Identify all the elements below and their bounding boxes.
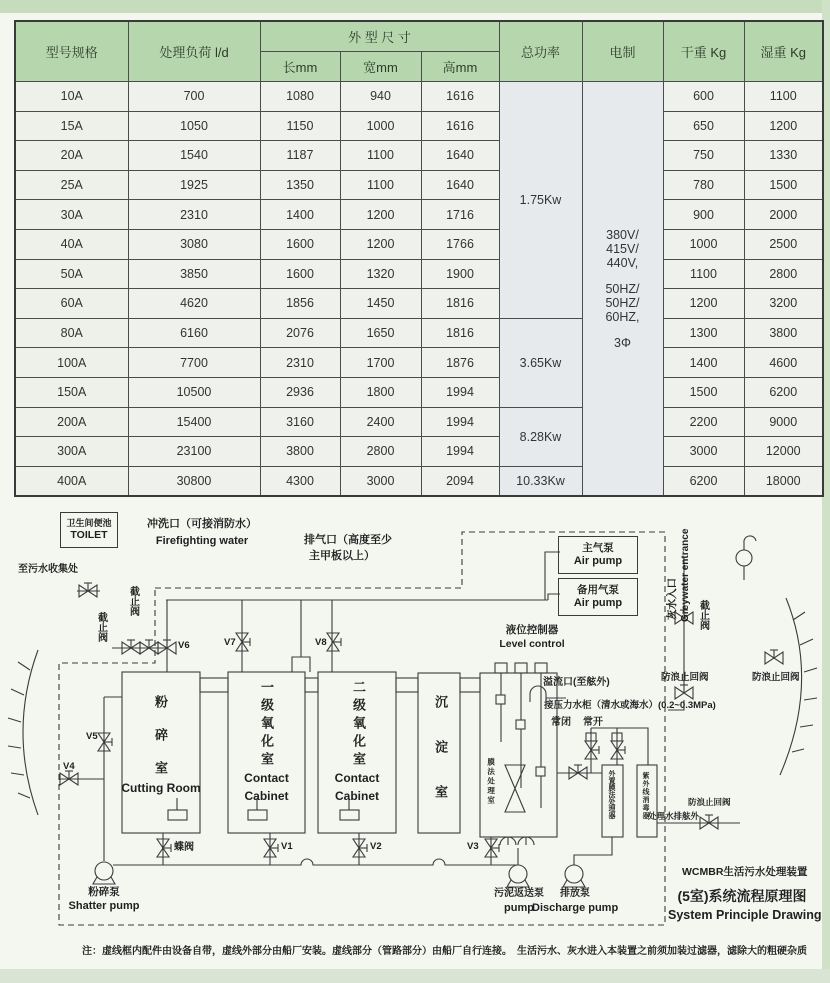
cell-model: 100A (15, 348, 128, 378)
cell-wet-weight: 18000 (744, 466, 823, 496)
cell-wet-weight: 3200 (744, 289, 823, 319)
valve-v8 (327, 633, 341, 651)
spec-row-25A (15, 170, 823, 200)
col-header-length: 长mm (260, 52, 340, 82)
tank5-name-cn: 膜法处理室 (486, 758, 496, 806)
cell-length: 3160 (260, 407, 340, 437)
cell-model: 40A (15, 229, 128, 259)
cell-power: 8.28Kw (499, 407, 582, 466)
level-control-label-cn: 液位控制器 (505, 624, 559, 636)
gooseneck-vent-icon (736, 536, 756, 566)
valve-v3 (485, 839, 499, 857)
cell-model: 200A (15, 407, 128, 437)
cell-dry-weight: 780 (663, 170, 744, 200)
cell-model: 300A (15, 437, 128, 467)
cell-model: 10A (15, 82, 128, 112)
greywater-label-cn: 灰水入口 (666, 578, 678, 620)
valve-v1 (264, 839, 278, 857)
overflow-label: 溢流口(至舷外) (543, 677, 610, 688)
backup-air-pump-label-cn: 备用气泵 (577, 583, 619, 596)
butterfly-valve-label: 蝶阀 (174, 842, 194, 853)
cell-length: 2310 (260, 348, 340, 378)
cell-dry-weight: 900 (663, 200, 744, 230)
cell-dry-weight: 6200 (663, 466, 744, 496)
sludge-pump-label-en: pump (504, 902, 534, 914)
cell-dry-weight: 1100 (663, 259, 744, 289)
check-valve-overboard (765, 650, 783, 664)
pumps (93, 862, 585, 887)
cell-width: 1000 (340, 111, 421, 141)
shatter-pump-symbol (93, 862, 115, 884)
spec-row-300A (15, 437, 823, 467)
spec-row-20A (15, 141, 823, 171)
valve-tag-v1: V1 (281, 841, 293, 852)
cell-load: 7700 (128, 348, 260, 378)
cell-dry-weight: 2200 (663, 407, 744, 437)
to-sewage-label: 至污水收集处 (18, 564, 78, 575)
level-sensor-1 (496, 695, 505, 704)
cell-width: 940 (340, 82, 421, 112)
spec-row-15A (15, 111, 823, 141)
cell-length: 1187 (260, 141, 340, 171)
pressure-water-label: 接压力水柜（清水或海水）(0.2~0.3MPa) (544, 700, 716, 711)
cell-height: 1816 (421, 318, 499, 348)
tank4-name-cn: 沉淀室 (432, 695, 448, 830)
uv-sterilizer-label: 紫外线消毒器 (642, 772, 650, 820)
stop-valve-label-3: 截止阀 (697, 600, 709, 630)
cell-load: 1925 (128, 170, 260, 200)
footnote: 注：虚线框内配件由设备自带，虚线外部分由船厂安装。虚线部分（管路部分）由船厂自行连接。 生活污水、灰水进入本装置之前须加装过滤器，滤除大的粗硬杂质 (82, 946, 807, 957)
valve-normally-closed (585, 741, 599, 759)
valve-tag-v2: V2 (370, 841, 382, 852)
cell-width: 1450 (340, 289, 421, 319)
membrane-module (505, 765, 525, 812)
toilet-label-en: TOILET (70, 529, 108, 542)
cell-load: 4620 (128, 289, 260, 319)
system-principle-drawing (0, 490, 830, 983)
tank2-name-en2: Cabinet (244, 789, 289, 803)
cell-height: 1716 (421, 200, 499, 230)
cell-length: 1350 (260, 170, 340, 200)
tank3-name-en1: Contact (334, 771, 380, 785)
spec-row-30A (15, 200, 823, 230)
cell-load: 700 (128, 82, 260, 112)
cell-load: 15400 (128, 407, 260, 437)
col-header-height: 高mm (421, 52, 499, 82)
cell-model: 50A (15, 259, 128, 289)
anti-wave-check-label-1: 防浪止回阀 (661, 672, 709, 683)
external-membrane-label: 外置膜法处理器 (608, 770, 616, 819)
toilet-label-cn: 卫生间便池 (66, 517, 112, 528)
cell-width: 1320 (340, 259, 421, 289)
cell-load: 6160 (128, 318, 260, 348)
cell-length: 1080 (260, 82, 340, 112)
cell-dry-weight: 750 (663, 141, 744, 171)
stop-valve-label-2: 截止阀 (95, 612, 107, 642)
cell-length: 1600 (260, 259, 340, 289)
spec-table-wrap (14, 20, 824, 497)
cell-height: 1616 (421, 111, 499, 141)
greywater-label-en: Greywater entrance (680, 528, 691, 622)
cell-dry-weight: 600 (663, 82, 744, 112)
valve-butterfly (157, 839, 171, 857)
tank2-name-en1: Contact (244, 771, 289, 785)
cell-wet-weight: 2800 (744, 259, 823, 289)
col-header-electric: 电制 (582, 21, 663, 82)
cell-width: 1650 (340, 318, 421, 348)
cell-model: 150A (15, 377, 128, 407)
cell-load: 3850 (128, 259, 260, 289)
hull-right (780, 598, 817, 775)
cell-length: 1600 (260, 229, 340, 259)
cell-height: 1876 (421, 348, 499, 378)
cell-width: 2400 (340, 407, 421, 437)
spec-row-80A (15, 318, 823, 348)
cell-length: 2076 (260, 318, 340, 348)
spec-row-200A (15, 407, 823, 437)
valve-tag-v5: V5 (86, 731, 98, 742)
device-title: WCMBR生活污水处理装置 (682, 866, 808, 878)
cell-dry-weight: 1400 (663, 348, 744, 378)
cell-height: 1900 (421, 259, 499, 289)
cell-length: 3800 (260, 437, 340, 467)
vent-label-line1: 排气口（高度至少 (304, 534, 392, 546)
spec-row-40A (15, 229, 823, 259)
cell-wet-weight: 3800 (744, 318, 823, 348)
valve-tag-v8: V8 (315, 637, 327, 648)
cell-dry-weight: 1000 (663, 229, 744, 259)
discharge-pump-label-en: Discharge pump (532, 902, 619, 914)
col-header-dry-weight: 干重 Kg (663, 21, 744, 82)
cell-height: 1640 (421, 141, 499, 171)
cell-height: 1816 (421, 289, 499, 319)
anti-wave-check-label-2: 防浪止回阀 (752, 672, 800, 683)
drawing-title-cn: (5室)系统流程原理图 (677, 888, 807, 904)
cell-width: 1700 (340, 348, 421, 378)
tank3-name-en2: Cabinet (334, 789, 379, 803)
cell-wet-weight: 1330 (744, 141, 823, 171)
cell-width: 2800 (340, 437, 421, 467)
spec-row-60A (15, 289, 823, 319)
valve-to-sewage (79, 583, 97, 597)
check-valve-treated-water (700, 815, 718, 829)
valve-membrane-outlet (569, 765, 587, 779)
valve-tag-v6: V6 (178, 640, 190, 651)
cell-height: 1640 (421, 170, 499, 200)
spec-table (14, 20, 824, 497)
col-header-power: 总功率 (499, 21, 582, 82)
level-sensor-2 (516, 720, 525, 729)
cell-load: 1050 (128, 111, 260, 141)
cell-model: 15A (15, 111, 128, 141)
shatter-pump-label-cn: 粉碎泵 (88, 886, 120, 898)
drawing-title-en: System Principle Drawing (668, 908, 822, 922)
cell-length: 4300 (260, 466, 340, 496)
level-sensor-3 (536, 767, 545, 776)
valve-tag-v7: V7 (224, 637, 236, 648)
spec-row-150A (15, 377, 823, 407)
cell-electric: 380V/ 415V/ 440V, 50HZ/ 50HZ/ 60HZ, 3Φ (582, 82, 663, 497)
discharge-pump-symbol (563, 865, 585, 887)
cell-height: 1994 (421, 407, 499, 437)
cell-width: 1200 (340, 229, 421, 259)
cell-width: 1200 (340, 200, 421, 230)
cell-wet-weight: 2000 (744, 200, 823, 230)
cell-length: 1150 (260, 111, 340, 141)
cell-height: 1994 (421, 437, 499, 467)
valve-tag-v4: V4 (63, 761, 75, 772)
valve-v4 (60, 771, 78, 785)
treated-water-out-label: 处理水排舷外 (648, 811, 700, 821)
cell-wet-weight: 2500 (744, 229, 823, 259)
cell-width: 1800 (340, 377, 421, 407)
vent-label-line2: 主甲板以上） (309, 550, 375, 562)
spec-row-100A (15, 348, 823, 378)
cell-wet-weight: 9000 (744, 407, 823, 437)
spec-row-10A (15, 82, 823, 112)
normally-closed-label: 常闭 (551, 717, 571, 728)
cell-dry-weight: 1200 (663, 289, 744, 319)
cell-model: 20A (15, 141, 128, 171)
cell-model: 60A (15, 289, 128, 319)
page-edge-top (0, 0, 830, 13)
cell-dry-weight: 1300 (663, 318, 744, 348)
backup-air-pump-label-en: Air pump (573, 596, 623, 609)
valve-normally-open (611, 741, 625, 759)
cell-width: 3000 (340, 466, 421, 496)
cell-load: 10500 (128, 377, 260, 407)
cell-load: 23100 (128, 437, 260, 467)
cell-wet-weight: 1200 (744, 111, 823, 141)
cell-model: 30A (15, 200, 128, 230)
backup-air-pump-box (558, 578, 638, 616)
check-valve-greywater (675, 685, 693, 699)
cell-power: 10.33Kw (499, 466, 582, 496)
main-air-pump-box (558, 536, 638, 574)
col-header-model: 型号规格 (15, 21, 128, 82)
spec-table-body (15, 82, 823, 497)
flush-port-label-en: Firefighting water (155, 535, 249, 547)
cell-model: 25A (15, 170, 128, 200)
cell-dry-weight: 1500 (663, 377, 744, 407)
col-header-width: 宽mm (340, 52, 421, 82)
valve-tag-v3: V3 (467, 841, 479, 852)
anti-wave-check-label-3: 防浪止回阀 (688, 797, 731, 807)
tank1-name-en: Cutting Room (121, 781, 201, 795)
shatter-pump-label-en: Shatter pump (68, 900, 140, 912)
cell-load: 30800 (128, 466, 260, 496)
valve-v5 (98, 733, 112, 751)
col-header-dimensions: 外 型 尺 寸 (260, 21, 499, 52)
cell-length: 2936 (260, 377, 340, 407)
cell-height: 1766 (421, 229, 499, 259)
level-control-label-en: Level control (499, 638, 565, 650)
tank3-name-cn: 二级氧化室 (350, 680, 366, 770)
cell-power: 1.75Kw (499, 82, 582, 319)
cell-model: 80A (15, 318, 128, 348)
cell-width: 1100 (340, 141, 421, 171)
valve-v2 (353, 839, 367, 857)
cell-wet-weight: 1100 (744, 82, 823, 112)
cell-wet-weight: 6200 (744, 377, 823, 407)
col-header-load: 处理负荷 l/d (128, 21, 260, 82)
cell-height: 1994 (421, 377, 499, 407)
cell-load: 1540 (128, 141, 260, 171)
cell-load: 3080 (128, 229, 260, 259)
cell-wet-weight: 12000 (744, 437, 823, 467)
cell-length: 1400 (260, 200, 340, 230)
col-header-wet-weight: 湿重 Kg (744, 21, 823, 82)
main-air-pump-label-en: Air pump (573, 554, 623, 567)
discharge-pump-label-cn: 排放泵 (560, 888, 590, 899)
cell-load: 2310 (128, 200, 260, 230)
cell-model: 400A (15, 466, 128, 496)
cell-wet-weight: 4600 (744, 348, 823, 378)
tank2-name-cn: 一级氧化室 (258, 680, 274, 770)
tank1-name-cn: 粉碎室 (152, 695, 168, 794)
valve-v7 (236, 633, 250, 651)
hull-left (8, 650, 38, 815)
stop-valve-1 (122, 640, 140, 654)
cell-dry-weight: 650 (663, 111, 744, 141)
main-air-pump-label-cn: 主气泵 (582, 541, 614, 554)
toilet-box (60, 512, 118, 548)
sludge-return-pump-symbol (507, 865, 529, 887)
normally-open-label: 常开 (583, 717, 603, 728)
cell-dry-weight: 3000 (663, 437, 744, 467)
cell-height: 2094 (421, 466, 499, 496)
cell-wet-weight: 1500 (744, 170, 823, 200)
flush-port-label-cn: 冲洗口（可接消防水） (147, 518, 257, 530)
sludge-pump-label-cn: 污泥返送泵 (494, 888, 544, 899)
cell-power: 3.65Kw (499, 318, 582, 407)
cell-width: 1100 (340, 170, 421, 200)
spec-row-50A (15, 259, 823, 289)
cell-length: 1856 (260, 289, 340, 319)
stop-valve-label-1: 截止阀 (127, 586, 139, 616)
cell-height: 1616 (421, 82, 499, 112)
